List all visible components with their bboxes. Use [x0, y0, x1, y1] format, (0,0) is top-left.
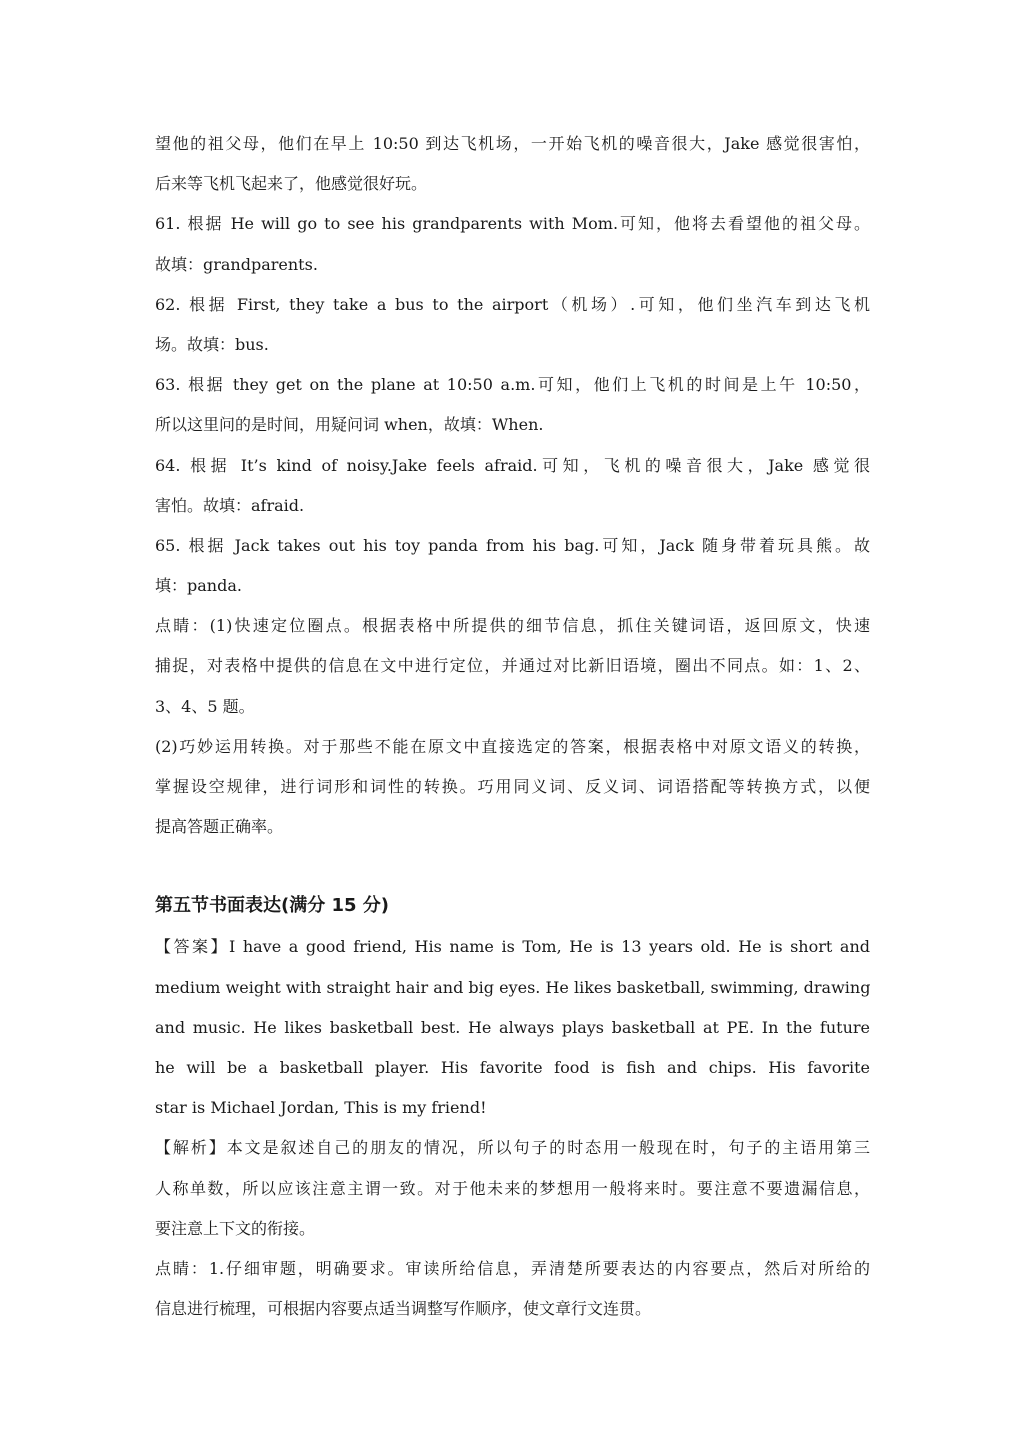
text-line: and music. He likes basketball best. He always plays basketball at PE. In the future	[155, 1017, 870, 1037]
text-line: star is Michael Jordan, This is my friend!	[155, 1098, 487, 1118]
text-line: (2)巧妙运用转换。对于那些不能在原文中直接选定的答案，根据表格中对原文语义的转换，	[155, 736, 870, 756]
text-line: 点睛：1.仔细审题，明确要求。审读所给信息，弄清楚所要表达的内容要点，然后对所给的	[155, 1258, 870, 1278]
text-line: 望他的祖父母，他们在早上 10:50 到达飞机场，一开始飞机的噪音很大，Jake 感觉很害怕，	[155, 134, 870, 153]
text-line: 要注意上下文的衔接。	[155, 1218, 316, 1238]
document-page	[155, 124, 870, 1329]
explanation-section	[155, 124, 870, 847]
text-line: 61. 根据 He will go to see his grandparents with Mom.可知，他将去看望他的祖父母。	[155, 214, 870, 234]
text-line: he will be a basketball player. His favorite food is fish and chips. His favorite	[155, 1057, 870, 1077]
text-line: 人称单数，所以应该注意主谓一致。对于他未来的梦想用一般将来时。要注意不要遗漏信息，	[155, 1178, 870, 1198]
text-line: 3、4、5 题。	[155, 696, 255, 716]
text-line: 64. 根据 It’s kind of noisy.Jake feels afraid.可知，飞机的噪音很大，Jake 感觉很	[155, 455, 870, 475]
text-line: 65. 根据 Jack takes out his toy panda from his bag.可知，Jack 随身带着玩具熊。故	[155, 535, 870, 555]
text-line: 填：panda.	[155, 576, 242, 596]
text-line: 所以这里问的是时间，用疑问词 when，故填：When.	[155, 415, 544, 435]
text-line: 害怕。故填：afraid.	[155, 495, 305, 515]
text-line: 点睛：(1)快速定位圈点。根据表格中所提供的细节信息，抓住关键词语，返回原文，快速	[155, 616, 870, 636]
section-gap	[155, 847, 870, 885]
text-line: 信息进行梳理，可根据内容要点适当调整写作顺序，使文章行文连贯。	[155, 1299, 652, 1319]
writing-section	[155, 927, 870, 1329]
text-line: 故填：grandparents.	[155, 254, 318, 274]
text-line: 63. 根据 they get on the plane at 10:50 a.m.可知，他们上飞机的时间是上午 10:50，	[155, 375, 870, 395]
text-line: 【解析】本文是叙述自己的朋友的情况，所以句子的时态用一般现在时，句子的主语用第三	[155, 1138, 870, 1158]
text-line: 【答案】I have a good friend, His name is Tom, He is 13 years old. He is short and	[155, 937, 870, 957]
text-line: 后来等飞机飞起来了，他感觉很好玩。	[155, 174, 428, 194]
text-line: 62. 根据 First, they take a bus to the airport（机场）.可知，他们坐汽车到达飞机	[155, 294, 870, 314]
text-line: 提高答题正确率。	[155, 817, 284, 837]
text-line: 捕捉，对表格中提供的信息在文中进行定位，并通过对比新旧语境，圈出不同点。如：1、2、	[155, 656, 870, 676]
text-line: medium weight with straight hair and big eyes. He likes basketball, swimming, drawing	[155, 977, 870, 997]
text-line: 掌握设空规律，进行词形和词性的转换。巧用同义词、反义词、词语搭配等转换方式，以便	[155, 777, 870, 796]
section-heading: 第五节书面表达(满分 15 分)	[155, 895, 390, 917]
text-line: 场。故填：bus.	[155, 334, 269, 354]
